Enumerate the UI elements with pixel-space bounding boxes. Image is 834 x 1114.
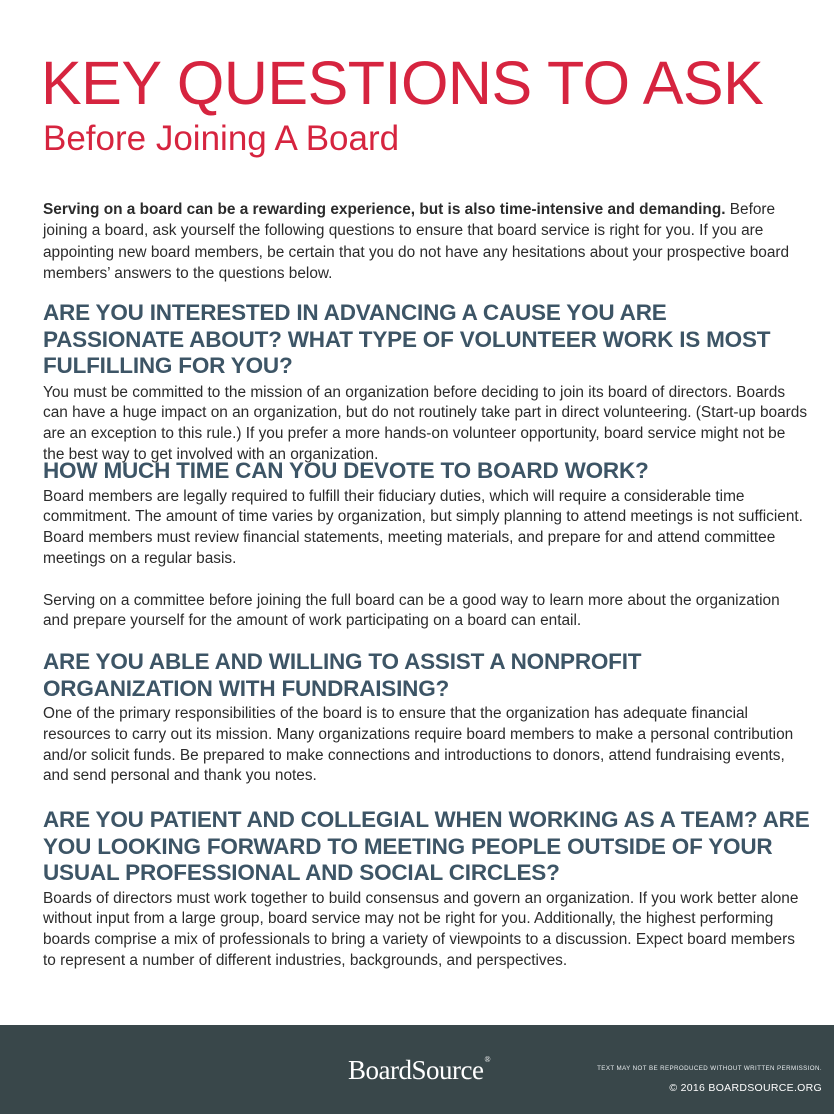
section-paragraph: Serving on a committee before joining the full board can be a good way to learn more about the organization and prepare yourself for the amount of work participating on a board can entail. — [43, 591, 780, 630]
boardsource-logo[interactable] — [348, 1055, 490, 1086]
registered-mark: ® — [484, 1055, 491, 1064]
intro-lead: Serving on a board can be a rewarding experience, but is also time-intensive and demanding. — [43, 201, 726, 218]
page-title: KEY QUESTIONS TO ASK — [41, 49, 764, 117]
section-fundraising — [43, 649, 813, 787]
section-question: ARE YOU ABLE AND WILLING TO ASSIST A NONPROFIT ORGANIZATION WITH FUNDRAISING? — [43, 649, 642, 701]
section-time — [43, 458, 813, 632]
page-footer — [0, 1025, 834, 1114]
legal-notice: TEXT MAY NOT BE REPRODUCED WITHOUT WRITTEN PERMISSION. — [597, 1065, 822, 1072]
section-cause — [43, 300, 813, 466]
intro-text: Before joining a board, ask yourself the following questions to ensure that board service is right for you. If you are appointing new board members, be certain that you do not have any hesitations about your prospective board members’ answers to the questions below. — [43, 201, 790, 282]
section-paragraph: Board members are legally required to fulfill their fiduciary duties, which will require a considerable time commitment. The amount of time varies by organization, but simply planning to attend meetings is not sufficient. Board members must review financial statements, meeting materials, and prepare for and attend committee meetings on a regular basis. — [43, 487, 803, 567]
page-subtitle: Before Joining A Board — [43, 119, 400, 158]
logo-text: BoardSource — [348, 1055, 484, 1085]
section-paragraph: You must be committed to the mission of an organization before deciding to join its board of directors. Boards can have a huge impact on an organization, but do not routinely take part in direct volunteering. (Start-up boards are an exception to this rule.) If you prefer a more hands-on volunteer opportunity, board service might not be the best way to get involved with an organization. — [43, 383, 808, 463]
section-paragraph: One of the primary responsibilities of the board is to ensure that the organization has adequate financial resources to carry out its mission. Many organizations require board members to make a personal contribution and/or solicit funds. Be prepared to make connections and introductions to donors, attend fundraising events, and send personal and thank you notes. — [43, 705, 794, 785]
section-teamwork — [43, 807, 813, 972]
section-paragraph: Boards of directors must work together to build consensus and govern an organization. If you work better alone without input from a large group, board service may not be right for you. Additionally, the highest performing boards comprise a mix of professionals to bring a variety of viewpoints to a discussion. Expect board members to represent a number of different industries, backgrounds, and perspectives. — [43, 889, 799, 969]
section-question: ARE YOU PATIENT AND COLLEGIAL WHEN WORKING AS A TEAM? ARE YOU LOOKING FORWARD TO MEETING PEOPLE OUTSIDE OF YOUR USUAL PROFESSIONAL AND SOCIAL CIRCLES? — [43, 807, 810, 885]
intro-paragraph — [43, 199, 803, 284]
copyright-link[interactable]: © 2016 BOARDSOURCE.ORG — [669, 1082, 822, 1094]
section-question: HOW MUCH TIME CAN YOU DEVOTE TO BOARD WORK? — [43, 458, 649, 483]
section-question: ARE YOU INTERESTED IN ADVANCING A CAUSE YOU ARE PASSIONATE ABOUT? WHAT TYPE OF VOLUNTEER WORK IS MOST FULFILLING FOR YOU? — [43, 300, 771, 378]
